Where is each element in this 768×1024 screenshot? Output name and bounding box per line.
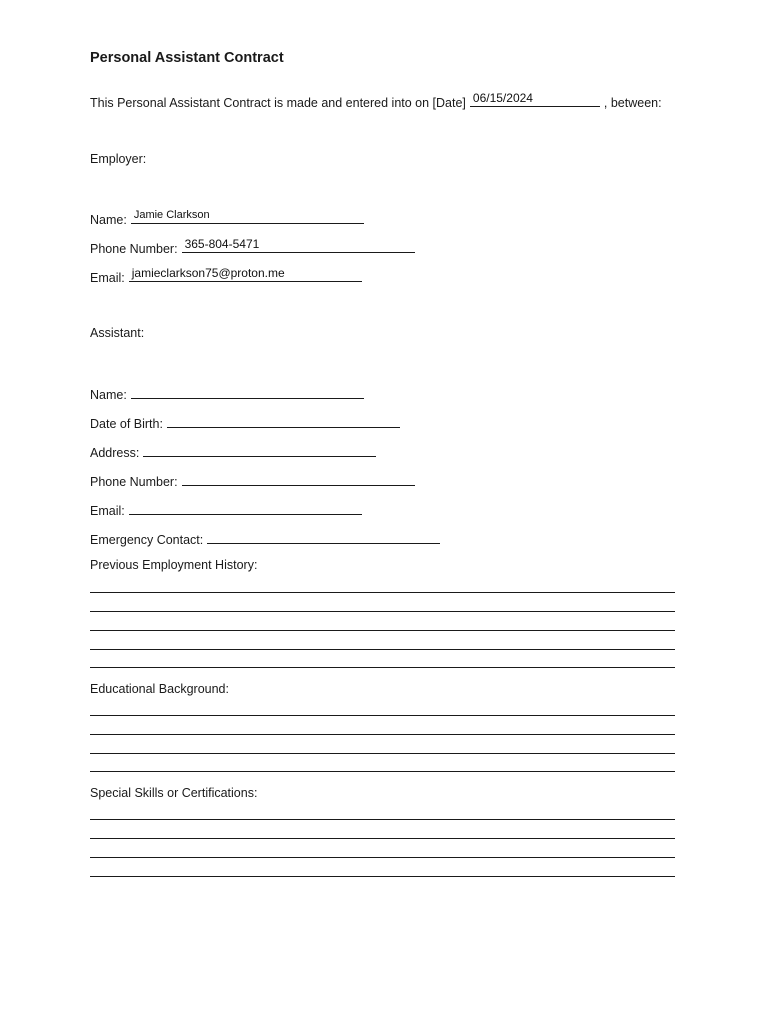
skills-line[interactable] [90, 838, 675, 839]
assistant-address-field[interactable] [143, 443, 376, 457]
assistant-name-field[interactable] [131, 385, 364, 399]
assistant-dob-field[interactable] [167, 414, 400, 428]
education-line[interactable] [90, 753, 675, 754]
employment-history-line[interactable] [90, 630, 675, 631]
skills-line[interactable] [90, 857, 675, 858]
employment-history-line[interactable] [90, 649, 675, 650]
assistant-email-row [90, 501, 362, 518]
assistant-dob-label: Date of Birth: [90, 417, 163, 431]
assistant-dob-row [90, 414, 400, 431]
employer-phone-label: Phone Number: [90, 242, 178, 256]
assistant-phone-row [90, 472, 415, 489]
assistant-address-label: Address: [90, 446, 140, 460]
employer-name-field[interactable] [131, 210, 364, 224]
intro-suffix: , between: [603, 96, 662, 110]
employer-email-field[interactable] [129, 268, 362, 282]
employer-email-label: Email: [90, 271, 125, 285]
assistant-emergency-label: Emergency Contact: [90, 533, 204, 547]
assistant-name-label: Name: [90, 388, 127, 402]
skills-heading: Special Skills or Certifications: [90, 786, 258, 800]
employer-phone-field[interactable] [182, 239, 415, 253]
employer-heading: Employer: [90, 152, 147, 166]
intro-prefix: This Personal Assistant Contract is made and entered into on [Date] [90, 96, 466, 110]
education-line[interactable] [90, 771, 675, 772]
employer-email-row [90, 268, 362, 285]
skills-line[interactable] [90, 876, 675, 877]
skills-line[interactable] [90, 819, 675, 820]
employer-phone-value: 365-804-5471 [184, 237, 260, 251]
education-line[interactable] [90, 715, 675, 716]
intro-line [90, 93, 662, 110]
employer-name-row [90, 210, 364, 227]
education-heading: Educational Background: [90, 682, 229, 696]
assistant-email-label: Email: [90, 504, 125, 518]
employer-name-value: Jamie Clarkson [133, 209, 210, 221]
page-title: Personal Assistant Contract [90, 50, 284, 66]
employment-history-line[interactable] [90, 611, 675, 612]
assistant-heading: Assistant: [90, 326, 145, 340]
date-value: 06/15/2024 [472, 91, 533, 105]
assistant-phone-label: Phone Number: [90, 475, 178, 489]
employment-history-line[interactable] [90, 667, 675, 668]
employment-history-heading: Previous Employment History: [90, 558, 258, 572]
assistant-emergency-row [90, 530, 440, 547]
employer-phone-row [90, 239, 415, 256]
date-field[interactable] [470, 93, 600, 107]
assistant-address-row [90, 443, 376, 460]
education-line[interactable] [90, 734, 675, 735]
assistant-phone-field[interactable] [182, 472, 415, 486]
assistant-email-field[interactable] [129, 501, 362, 515]
employer-name-label: Name: [90, 213, 127, 227]
employment-history-line[interactable] [90, 592, 675, 593]
employer-email-value: jamieclarkson75@proton.me [131, 266, 285, 280]
assistant-name-row [90, 385, 364, 402]
assistant-emergency-field[interactable] [207, 530, 440, 544]
